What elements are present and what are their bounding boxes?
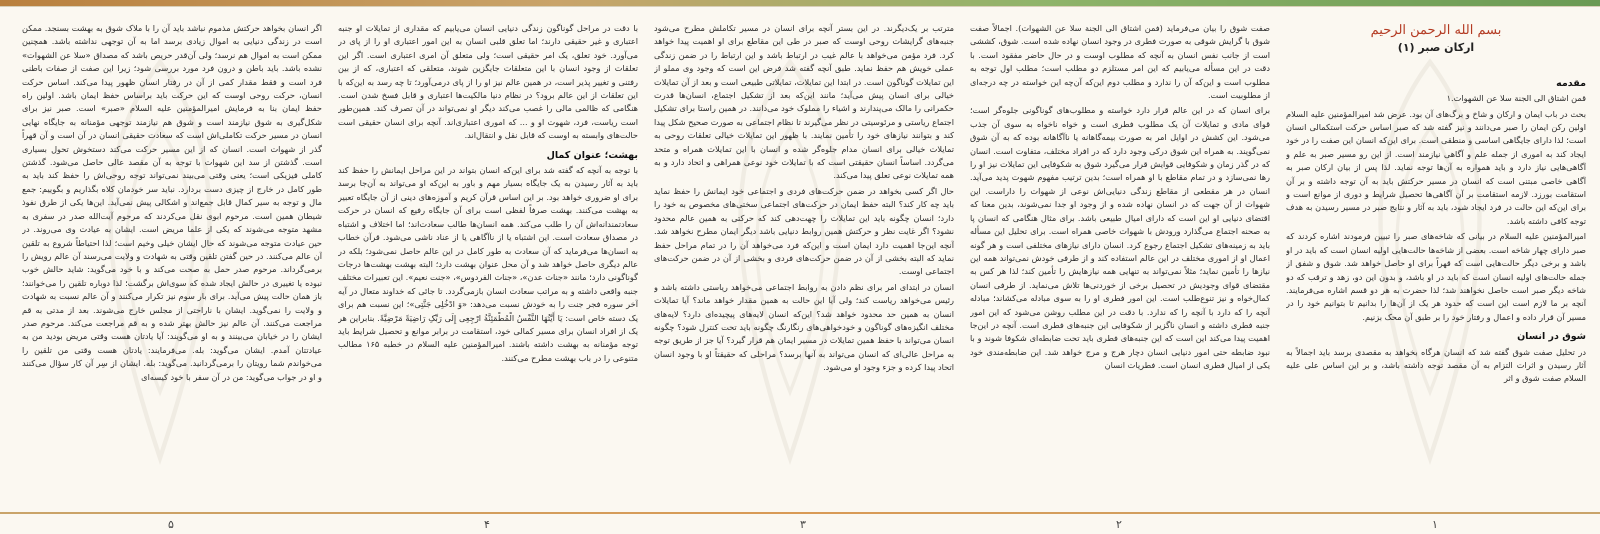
body-paragraph: صفت شوق را بیان می‌فرماید (فمن اشتاق الی الجنة سلا عن الشهوات). اجمالاً صفت شوق با گرایش شوقی به صورت فطری در وجود انسان نهاده شده است. شوق، کششی است از جانب نفس انسان به آنچه که مطلوب اوست و در حال حاضر مفقود است. با دقت در این مسأله می‌یابیم که این امر مستلزم دو مطلب است؛ مطلب اول توجه به مطلوب است و این‌که آن را ندارد و مطلب دوم این‌که آن‌چه این خواسته در چه درجه‌ای از مطلوبیت است. [970,23,1270,101]
body-paragraph: انسان در ابتدای امر برای نظم دادن به روابط اجتماعی می‌خواهد ریاستی داشته باشد و رئیس می‌خواهد ریاست کند؛ ولی آیا این حالت به همین مقدار خواهد ماند؟ آیا تمایلات انسان به همین حد محدود خواهد شد؟ این‌که انسان لایه‌های پیچیده‌ای دارد؟ لایه‌های مختلف انگیزه‌های گوناگون و خودخواهی‌های رنگارنگ چگونه باید تحت کنترل شود؟ چگونه انسان می‌تواند با حفظ همین تمایلات در مسیر ایمان هم قرار گیرد؟ آیا جز از طریق توجه به مراحل عالی‌ای که انسان می‌تواند به آنها برسد؟ مراحلی که حقیقتاً او با وجود انسان اتحاد پیدا کرده و جزء وجود او می‌شود. [654,281,954,373]
section-heading: مقدمه [1556,77,1586,89]
page-number: ۴ [484,518,490,531]
body-paragraph: برای انسان که در این عالم قرار دارد خواسته و مطلوب‌های گوناگونی جلوه‌گر است؛ قوای مادی و تمایلات آن یک مطلوب فطری است و خواه ناخواه به سوی آن جذب می‌شود. این کشش در اوایل امر به صورت بیمه‌گاهانه یا ناآگاهانه بوده که به آن شوق نمی‌گویند. به همراه این شوق درکی وجود دارد که در افراد مختلف، متفاوت است. انسان که در گذر زمان و شکوفایی قوایش قرار می‌گیرد شوق به شکوفایی این تمایلات نیز او را رها نمی‌سازد و در تمام مقاطع با او همراه است؛ بدین ترتیب مفهوم شهوت پدید می‌آید. انسان در هر مقطعی از مقاطع زندگی دنیایی‌اش نوعی از شهوات را داراست. این شهوات از آن جهت که در انسان نهاده شده و از وجود او جدا نمی‌شوند، بدین معنا که اقتضای دنیایی او این است که دارای امیال طبیعی باشد. برای مثال هنگامی که انسان پا به صحنه اجتماع می‌گذارد ورودش با شهوات خاصی همراه است. برای تحلیل این مسأله باید به زمینه‌های تشکیل اجتماع رجوع کرد. انسان دارای نیازهای مختلفی است و هر گونه اعمال او از اموری مختلف در این عالم استفاده کند و از طرفی خودش نمی‌تواند همه این نیازها را تأمین نماید؛ مثلاً نمی‌تواند به تنهایی همه نیازهایش را تأمین کند؛ لذا هر کس به مقتضای قوای وجودیش در تحصیل برخی از خوردنی‌ها تلاش می‌نماید. از طرفی انسان کمال‌خواه و نیز تنوع‌طلب است. این امور فطری او را به سوی مبادله می‌کشاند؛ مبادله آنچه را که دارد با آنچه را که ندارد. با دقت در این مطلب روشن می‌شود که این امور جنبه فطری داشته و انسان ناگزیر از شکوفایی این جنبه‌های فطری است. آنچه در این‌جا اهمیت پیدا می‌کند این است که این جنبه‌های فطری باید تحت ضابطه‌ای شکوفا شوند و با نبود ضابطه حتی امور دنیایی انسان دچار هرج و مرج خواهد شد. این ضابطه‌مندی خود یکی از امیال فطری انسان است. فطریات انسان [970,105,1270,371]
body-paragraph: امیرالمؤمنین علیه السلام در بیانی که شاخه‌های صبر را تبیین فرمودند اشاره کردند که صبر دارای چهار شاخه است. بعضی از شاخه‌ها حالت‌هایی اولیه انسان است که باید در او باشد و برخی دیگر حالت‌هایی است که قهراً برای او حاصل خواهد شد. شوق و شفق از جمله حالت‌های اولیه انسان است که باید در او باشد، و بدون این دو، زهد و ترقب که دو شاخه دیگر صبر است حاصل نخواهند شد؛ لذا حضرت به هر دو قسم اشاره می‌فرمایند. آنچه بر ما لازم است این است که حدود هر یک از آن‌ها را بدانیم تا بتوانیم خود را در مسیر آن قرار داده و اعمال و رفتار خود را بر طبق آن محک بزنیم. [1286,231,1586,322]
page-number: ۱ [1432,518,1438,531]
page-1 [1286,22,1586,508]
page-body [1286,77,1586,386]
body-paragraph: با دقت در مراحل گوناگون زندگی دنیایی انسان می‌یابیم که مقداری از تمایلات او جنبه اعتباری و غیر حقیقی دارند؛ اما تعلق قلبی انسان به این امور اعتباری او را از پای در می‌آورد. خود تعلق، یک امر حقیقی است؛ ولی متعلق آن امری اعتباری است. اگر این تعلقات از وجود انسان با این متعلقات جایگزین شوند، متعلقی که اعتباری، که از بین رفتنی و تغییر پذیر است، در همین عالم نیز او را از پای درمی‌آورد؛ تا چه رسد به این‌که با این تعلقات از این عالم برود؟ در نظام دنیا مالکیت‌ها اعتباری و قابل فسخ شدن است. هنگامی که ظالمی مالی را غصب می‌کند دیگر او نمی‌تواند در آن تصرف کند. همین‌طور است ریاست، فرد، شهوت او و ... که اموری اعتباری‌اند. آنچه برای انسان حقیقی است حالت‌های وابسته به اوست که قابل نقل و انتقال‌اند. [338,23,638,141]
page-5 [22,22,322,508]
page-number: ۳ [800,518,806,531]
section-heading: شوق در انسان [1517,331,1586,343]
body-paragraph: حال اگر کسی بخواهد در ضمن حرکت‌های فردی و اجتماعی خود ایمانش را حفظ نماید باید چه کار کند؟ البته حفظ ایمان در حرکت‌های اجتماعی سختی‌های مخصوص به خود را دارد؛ انسان چگونه باید این تمایلات را چهت‌دهی کند که حرکتی به همین عالم محدود نشود؟ اگر غایت نظر و حرکتش همین روابط دنیایی باشد دیگر ایمان مطرح نخواهد شد. آنچه این‌جا اهمیت دارد ایمان است و این‌که فرد می‌خواهد آن را در تمام مراحل حفظ نماید که البته بخشی از آن در ضمن حرکت‌های فردی و بخشی از آن در ضمن حرکت‌های اجتماعی اوست. [654,185,954,277]
page-number: ۲ [1116,518,1122,531]
top-decorative-rule [0,0,1600,6]
page-4 [338,22,638,508]
body-paragraph: قمن اشتاق الی الجنة سلا عن الشهوات.۱ [1446,93,1586,104]
body-paragraph: بحث در باب ایمان و ارکان و شاخ و برگ‌های آن بود. عرض شد امیرالمؤمنین علیه السلام اولین رکن ایمان را صبر می‌دانند و نیز گفته شد که صبر اساس حرکت استکمالی انسان است؛ لذا دارای جایگاهی اساسی و منطقی است. برای این‌که انسان این صفت را در خود ایجاد کند به اموری از جمله علم و آگاهی نیازمند است. از این رو مسیر صبر به علم و آگاهی‌هایی نیاز دارد و باید همواره به آن‌ها توجه نماید. لذا پس از بیان ارکان صبر به آگاهی خاصی مبتنی است که انسان در مسیر حرکتش باید به آن توجه داشته و بر آن استقامت بورزد. لازمه استقامت بر آن آگاهی‌ها تحصیل شرایط و دوری از موانع است و برای این‌که این حالت در فرد ایجاد شود، باید به آثار و نتایج صبر در مسیر رسیدن به هدف توجه کافی داشته باشد. [1286,108,1586,226]
page-3 [654,22,954,508]
body-paragraph: با توجه به آنچه که گفته شد برای این‌که انسان بتواند در این مراحل ایمانش را حفظ کند باید به آثار رسیدن به یک جایگاه بسیار مهم و باور به این‌که او می‌تواند به آن‌جا برسد برای او ضروری خواهد بود. بر این اساس قرآن کریم و آموزه‌های دینی از آن جایگاه تعبیر به بهشت می‌کنند. بهشت صرفاً لفظی است برای آن جایگاه رفیع که انسان در حرکت سعادتمندانه‌اش آن را طلب می‌کند. همه انسان‌ها طالب سعادت‌اند؛ اما اختلاف و اشتباه در مصداق سعادت است. این اشتباه یا از ناآگاهی یا از عناد ناشی می‌شود. قرآن خطاب به انسان‌ها می‌فرماید که آن سعادت به طور کامل در این عالم حاصل نمی‌شود؛ بلکه در عالم دیگری حاصل خواهد شد و آن محل عنوان بهشت دارد؛ البته بهشت بهشت‌ها درجات گوناگونی دارد؛ مانند «جنات عدن»، «جنات الفردوس»، «جنت نعیم». این تعبیرات مختلف جنبه واقعی داشته و به مراتب سعادت انسان بازمی‌گردد. تا جائی که خداوند متعال در آیه آخر سوره فجر جنت را به خودش نسبت می‌دهد: «وَ ادْخُلِی جَنَّتِی»؛ این نسبت هم برای یک دسته خاص است: یَا أَیَّتُهَا النَّفْسُ الْمُطْمَئِنَّةُ ارْجِعِی إِلَى رَبِّکِ رَاضِیَةً مَرْضِیَّةً. بنابراین هر یک از افراد انسان برای مسیر کمالی خود، استقامت در برابر موانع و تحصیل شرایط باید توجه مؤمنانه به بهشت داشته باشند. امیرالمؤمنین علیه السلام در خطبه ۱۶۵ مطالب متنوعی را در باب بهشت مطرح می‌کنند. [338,165,638,363]
page-body [338,22,638,365]
body-paragraph: در تحلیل صفت شوق گفته شد که انسان هرگاه بخواهد به مقصدی برسد باید اجمالاً به آثار رسیدن و اثرات التزام به آن مقصد توجه داشته باشد، و بر این اساس علی علیه السلام صفت شوق و اثر [1286,346,1586,384]
page-body [22,22,322,384]
body-paragraph: مترتب بر یک‌دیگرند. در این بستر آنچه برای انسان در مسیر تکاملش مطرح می‌شود جنبه‌های گرایشات روحی اوست که صبر در طی این مقاطع برای او اهمیت پیدا خواهد کرد. فرد مؤمن می‌خواهد با عالم غیب در ارتباط باشد و این ارتباط را در ضمن زندگی عملی خویش هم حفظ نماید. طبق آنچه گفته شد فرض این است که وجود وی مملو از این تمایلات گوناگون است. در ابتدا این تمایلات، تمایلاتی طبیعی است و بعد از آن تمایلات خیالی برای انسان پیش می‌آید؛ مانند این‌که بعد از تشکیل اجتماع، انسان‌ها قدرت حکمرانی را مالک می‌پندارند و اشیاء را مملوک خود می‌دانند. در همین راستا برای تشکیل اجتماع ریاستی و مرئوسیتی در نظر می‌گیرند تا نظام اجتماعی به صورت صحیح شکل پیدا کند و بتوانند نیازهای خود را تأمین نمایند. با ظهور این تمایلات خیالی تعلقات روحی به تمایلات خیالی برای انسان مدام جلوه‌گر شده و انسان با این تمایلات همراه و متحد می‌گردد. اساساً انسان حقیقتی است که با تمایلات خود نوعی همراهی و اتحاد دارد و به همه تمایلات نوعی تعلق پیدا می‌کند. [654,23,954,181]
bottom-decorative-rule [0,512,1600,514]
basmala-calligraphy: بسم الله الرحمن الرحیم [1370,23,1502,38]
section-heading: بهشت؛ عنوان کمال [546,149,638,161]
page-number: ۵ [168,518,174,531]
article-title: ارکان صبر (۱) [1397,41,1475,55]
page-2 [970,22,1270,508]
body-paragraph: اگر انسان بخواهد حرکتش مذموم نباشد باید آن را با ملاک شوق به بهشت بسنجد. ممکن است در زندگی دنیایی به اموال زیادی برسد اما به آن توجهی نداشته باشد. همچنین ممکن است به اموال هم نرسد؛ ولی آن‌قدر حریص باشد که مصداق «سلا عن الشهوات» نشده باشد. باید باطن و درون فرد مورد بررسی شود؛ زیرا این صفت از صفات باطنی فرد است و فقط مقدار کمی از آن در رفتار انسان ظهور پیدا می‌کند. اساس حرکت انسان، حرکت روحی اوست که این حرکت باید براساس حفظ ایمان باشد. اولین راه حفظ ایمان بنا به فرمایش امیرالمؤمنین علیه السلام «صبر» است. صبر نیز برای شکل‌گیری به شوق نیازمند است و شوق هم نیازمند توجهی مؤمنانه به جایگاه نهایی انسان در مسیر حرکت تکاملی‌اش است که سعادت حقیقی انسان در آن است و آن قهراً گذر از شهوات است. انسان که از این مسیر حرکت می‌کند دستخوش تحول بسیاری است. گذشتن از سد این شهوات با توجه به آن مقصد عالی حاصل می‌شود. گذشتن کاملی فیزیکی است؛ یعنی وقتی می‌بیند نمی‌تواند توجه روحی‌اش را حفظ کند باید به طور کامل در خارج از چیزی دست بردارد. نباید سر خودمان کلاه بگذاریم و بگوییم: جمع مال و توجه به سیر کمال قابل جمع‌اند و اشکالی پیش نمی‌آید. این‌ها یکی از طرق نفوذ شیطان همین است. مرحوم ابوی نقل می‌کردند که مرحوم آیت‌الله صدر در سفری به مشهد متوجه می‌شوند که یکی از علما مریض است. ایشان به عیادت وی می‌روند. در حین عیادت متوجه می‌شوند که حال ایشان خیلی وخیم است؛ لذا احتیاطاً شروع به تلقین آن عالم می‌کنند. در حین گفتن تلقین وقتی به شهادت و ولایت می‌رسند آن عالم رویش را برمی‌گرداند. مرحوم صدر حمل به صحت می‌کند و با خود می‌گوید: شاید حالش خوب نبوده یا تغییری در حالش ایجاد شده که سوی‌اش برگشت؛ لذا دوباره تلقین را می‌خوانند؛ باز همان حالت پیش می‌آید. برای بار سوم نیز تکرار می‌کنند و آن عالم نسبت به شهادت و ولایت را نمی‌گوید. ایشان با ناراحتی از مجلس خارج می‌شوند. بعد از مدتی به قم مراجعت می‌کنند. آن عالم نیز حالش بهتر شده و به قم مراجعت می‌کند. مرحوم صدر ایشان را در خیابان می‌بینند و به او می‌گویند: آیا یادتان هست وقتی مریض بودید من به عیادتتان آمدم. ایشان می‌گوید: بله. می‌فرمایند: یادتان هست وقتی من تلقین را می‌خواندم شما رویتان را برمی‌گردانید. می‌گوید: بله. ایشان از سِر آن کار سؤال می‌کنند و او در جواب می‌گوید: من در آن سفر با خود کیسه‌ای [22,23,322,382]
page-body [970,22,1270,373]
page-body [654,22,954,375]
